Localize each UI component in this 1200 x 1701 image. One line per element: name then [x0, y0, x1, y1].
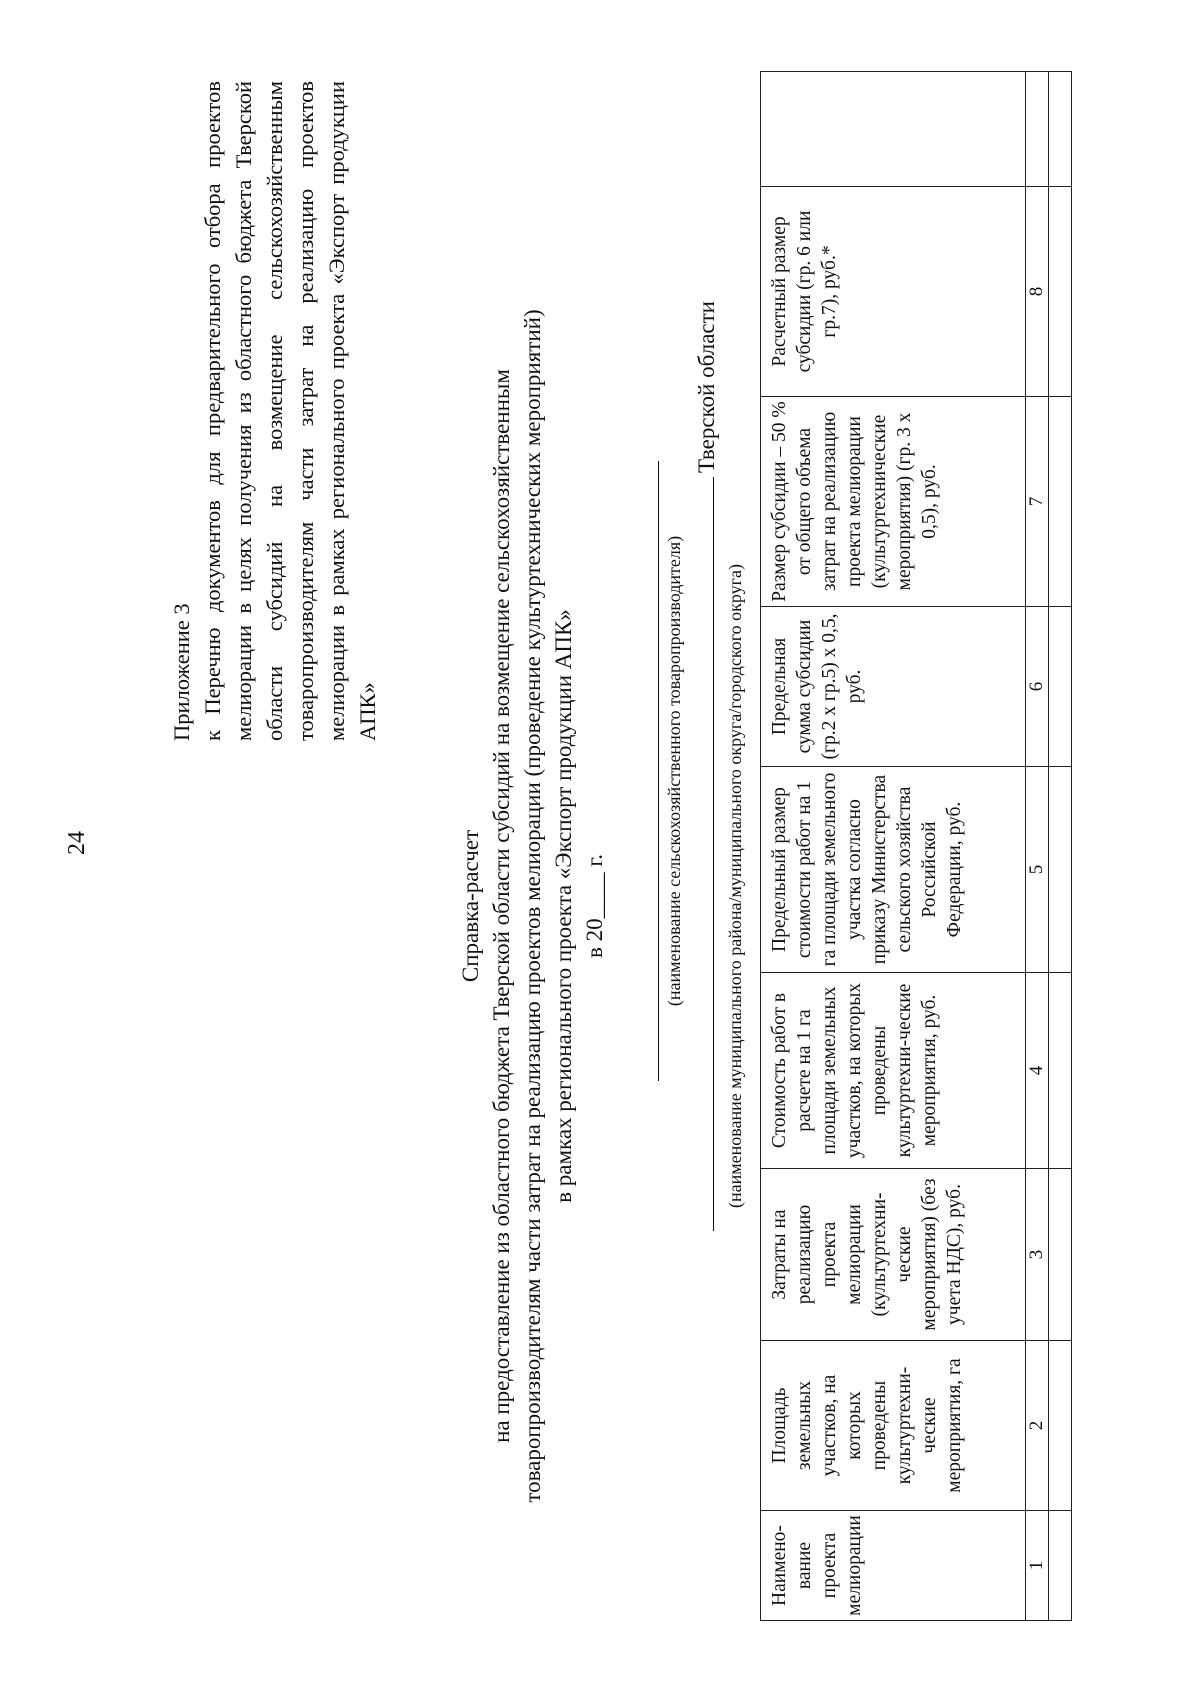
empty-cell — [1049, 767, 1072, 973]
annex-title: Приложение 3 — [169, 603, 194, 741]
column-number-8: 8 — [1026, 187, 1049, 397]
producer-caption: (наименование сельскохозяйственного товаропроизводителя) — [664, 535, 684, 1007]
document-title: Справка-расчет — [458, 829, 483, 983]
empty-cell — [1049, 397, 1072, 607]
document-title-block — [455, 281, 610, 1531]
column-number-7: 7 — [1026, 397, 1049, 607]
column-number-1: 1 — [1026, 1511, 1049, 1621]
region-field — [690, 301, 746, 1231]
document-subtitle-line3: в рамках регионального проекта «Экспорт продукции АПК» — [551, 609, 576, 1203]
column-number-row — [1026, 72, 1049, 1621]
empty-cell — [1049, 607, 1072, 767]
empty-cell — [1049, 1341, 1072, 1511]
column-number-2: 2 — [1026, 1341, 1049, 1511]
document-subtitle-line2: товаропроизводителям части затрат на реализацию проектов мелиорации (проведение культуртехнических мероприятий) — [520, 309, 545, 1503]
region-fill-line — [711, 477, 714, 1231]
region-suffix: Тверской области — [694, 301, 719, 473]
table-empty-row — [1049, 72, 1072, 1621]
document-subtitle-line1: на предоставление из областного бюджета Тверской области субсидий на возмещение сельскохозяйственным — [489, 369, 514, 1443]
empty-cell — [1049, 1511, 1072, 1621]
header-cell-3: Затраты на реализацию проекта мелиорации (культуртехни-ческие мероприятия) (без учета НДС), руб. — [761, 1169, 1026, 1341]
header-cell-8: Расчетный размер субсидии (гр. 6 или гр.7), руб.* — [761, 187, 1026, 397]
empty-cell — [1049, 973, 1072, 1169]
region-caption: (наименование муниципального района/муниципального округа/городского округа) — [725, 563, 745, 1209]
header-cell-7: Размер субсидии – 50 % от общего объема затрат на реализацию проекта мелиорации (культуртехнические мероприятия) (гр. 3 х 0,5), руб. — [761, 397, 1026, 607]
header-cell-4: Стоимость работ в расчете на 1 га площади земельных участков, на которых проведены культуртехни-ческие мероприятия, руб. — [761, 973, 1026, 1169]
page-number: 24 — [64, 831, 90, 855]
header-cell-2: Площадь земельных участков, на которых проведены культуртехни-ческие мероприятия, га — [761, 1341, 1026, 1511]
column-number-4: 4 — [1026, 973, 1049, 1169]
column-number-empty — [1026, 72, 1049, 187]
annex-text: к Перечню документов для предварительного отбора проектов мелиорации в целях получения из областного бюджета Тверской области субсидий на возмещение сельскохозяйственным товаропроизводителям части затрат на реализацию проектов мелиорации в рамках регионального проекта «Экспорт продукции АПК» — [200, 81, 380, 741]
producer-fill-line — [636, 461, 659, 1081]
header-cell-1: Наимено-вание проекта мелиорации — [761, 1511, 1026, 1621]
empty-cell — [1049, 1169, 1072, 1341]
year-line: в 20____ г. — [582, 854, 607, 958]
column-number-6: 6 — [1026, 607, 1049, 767]
header-cell-empty — [761, 72, 1026, 187]
empty-cell — [1049, 187, 1072, 397]
empty-cell — [1049, 72, 1072, 187]
table-header-row — [761, 72, 1026, 1621]
header-cell-5: Предельный размер стоимости работ на 1 га площади земельного участка согласно приказу Министерства сельского хозяйства Российской Федерации, руб. — [761, 767, 1026, 973]
subsidy-table — [760, 71, 1072, 1621]
producer-field — [636, 461, 685, 1081]
column-number-3: 3 — [1026, 1169, 1049, 1341]
column-number-5: 5 — [1026, 767, 1049, 973]
header-cell-6: Предельная сумма субсидии (гр.2 х гр.5) х 0,5, руб. — [761, 607, 1026, 767]
annex-block — [166, 81, 383, 741]
